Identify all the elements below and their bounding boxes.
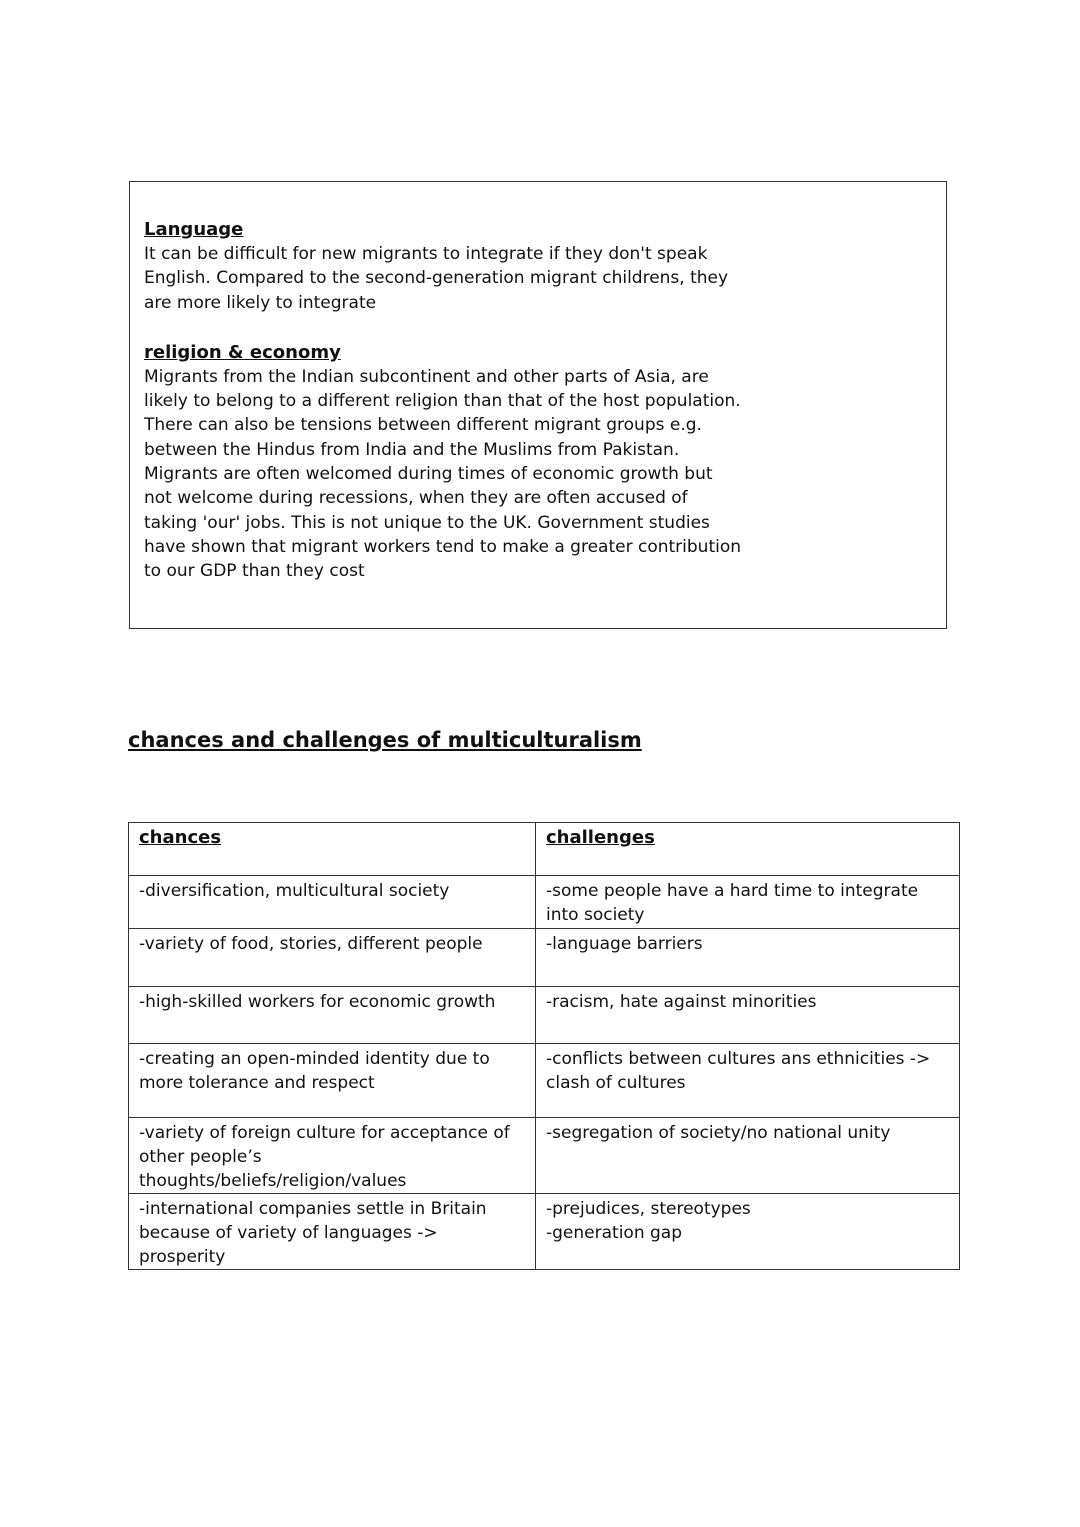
chance-cell: -creating an open-minded identity due to more tolerance and respect (129, 1044, 536, 1118)
religion-economy-heading: religion & economy (144, 341, 341, 363)
notes-content (144, 218, 744, 584)
challenge-line: -prejudices, stereotypes (546, 1199, 751, 1219)
chances-header: chances (129, 823, 536, 876)
chance-cell: -international companies settle in Britain because of variety of languages -> prosperity (129, 1194, 536, 1270)
table-row (129, 1044, 960, 1118)
chance-cell: -high-skilled workers for economic growth (129, 987, 536, 1044)
chances-challenges-table (128, 822, 960, 1270)
challenge-cell: -conflicts between cultures ans ethnicities -> clash of cultures (536, 1044, 960, 1118)
language-heading: Language (144, 219, 244, 240)
chance-cell: -variety of foreign culture for acceptance of other people’s thoughts/beliefs/religion/values (129, 1118, 536, 1194)
challenge-cell: -racism, hate against minorities (536, 987, 960, 1044)
challenges-header: challenges (536, 823, 960, 876)
challenge-cell (536, 1194, 960, 1270)
page-title: chances and challenges of multiculturalism (128, 728, 642, 752)
religion-economy-text: Migrants from the Indian subcontinent and other parts of Asia, are likely to belong to a different religion than that of the host population. There can also be tensions between different migrant groups e.g. between the Hindus from India and the Muslims from Pakistan. Migrants are often welcomed during times of economic growth but not welcome during recessions, when they are often accused of taking 'our' jobs. This is not unique to the UK. Government studies have shown that migrant workers tend to make a greater contribution to our GDP than they cost (144, 366, 742, 582)
table-row (129, 1194, 960, 1270)
challenge-line: -generation gap (546, 1223, 682, 1243)
table-row (129, 987, 960, 1044)
notes-box (129, 181, 947, 629)
table-row (129, 1118, 960, 1194)
challenge-cell: -segregation of society/no national unity (536, 1118, 960, 1194)
table-row (129, 929, 960, 987)
table-row (129, 876, 960, 929)
language-text: It can be difficult for new migrants to integrate if they don't speak English. Compared to the second-generation migrant childrens, they are more likely to integrate (144, 244, 729, 313)
challenge-cell: -language barriers (536, 929, 960, 987)
table-header-row (129, 823, 960, 876)
section-spacer (144, 315, 744, 341)
chance-cell: -diversification, multicultural society (129, 876, 536, 929)
challenge-cell: -some people have a hard time to integrate into society (536, 876, 960, 929)
chance-cell: -variety of food, stories, different people (129, 929, 536, 987)
